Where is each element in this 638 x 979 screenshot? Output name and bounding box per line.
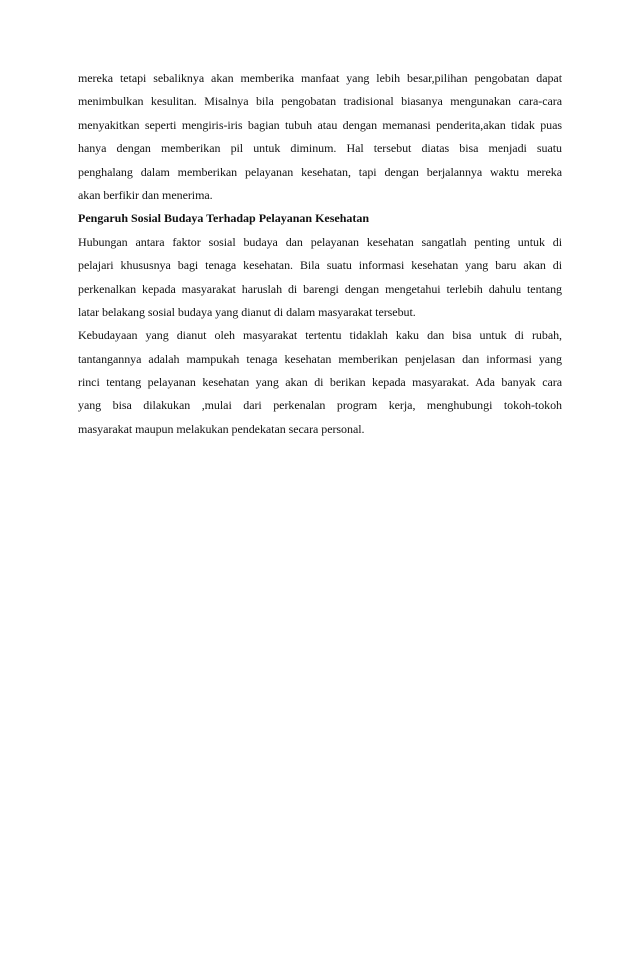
document-body	[78, 67, 562, 441]
paragraph-line: perkenalkan kepada masyarakat haruslah di barengi dengan mengetahui terlebih dahulu tentang	[78, 281, 562, 296]
paragraph-line: Hubungan antara faktor sosial budaya dan pelayanan kesehatan sangatlah penting untuk di	[78, 234, 562, 249]
paragraph-line: tantangannya adalah mampukah tenaga kesehatan memberikan penjelasan dan informasi yang	[78, 351, 562, 366]
paragraph-line: latar belakang sosial budaya yang dianut di dalam masyarakat tersebut.	[78, 304, 416, 319]
paragraph-line: hanya dengan memberikan pil untuk diminum. Hal tersebut diatas bisa menjadi suatu	[78, 141, 562, 156]
paragraph-line: rinci tentang pelayanan kesehatan yang akan di berikan kepada masyarakat. Ada banyak cara	[78, 375, 562, 390]
paragraph-line: Kebudayaan yang dianut oleh masyarakat tertentu tidaklah kaku dan bisa untuk di rubah,	[78, 328, 562, 343]
paragraph-line: yang bisa dilakukan ,mulai dari perkenalan program kerja, menghubungi tokoh-tokoh	[78, 398, 562, 413]
paragraph-line: mereka tetapi sebaliknya akan memberika manfaat yang lebih besar,pilihan pengobatan dapat	[78, 71, 562, 85]
paragraph-line: pelajari khususnya bagi tenaga kesehatan. Bila suatu informasi kesehatan yang baru akan di	[78, 258, 562, 273]
paragraph-line: menyakitkan seperti mengiris-iris bagian tubuh atau dengan memanasi penderita,akan tidak puas	[78, 117, 562, 132]
paragraph-line: masyarakat maupun melakukan pendekatan secara personal.	[78, 421, 365, 436]
paragraph-line: penghalang dalam memberikan pelayanan kesehatan, tapi dengan berjalannya waktu mereka	[78, 164, 562, 179]
section-heading: Pengaruh Sosial Budaya Terhadap Pelayanan Kesehatan	[78, 211, 370, 226]
paragraph-1	[78, 67, 562, 207]
paragraph-line: menimbulkan kesulitan. Misalnya bila pengobatan tradisional biasanya mengunakan cara-cara	[78, 94, 562, 109]
paragraph-3	[78, 324, 562, 441]
paragraph-line: akan berfikir dan menerima.	[78, 187, 213, 202]
paragraph-2	[78, 231, 562, 325]
